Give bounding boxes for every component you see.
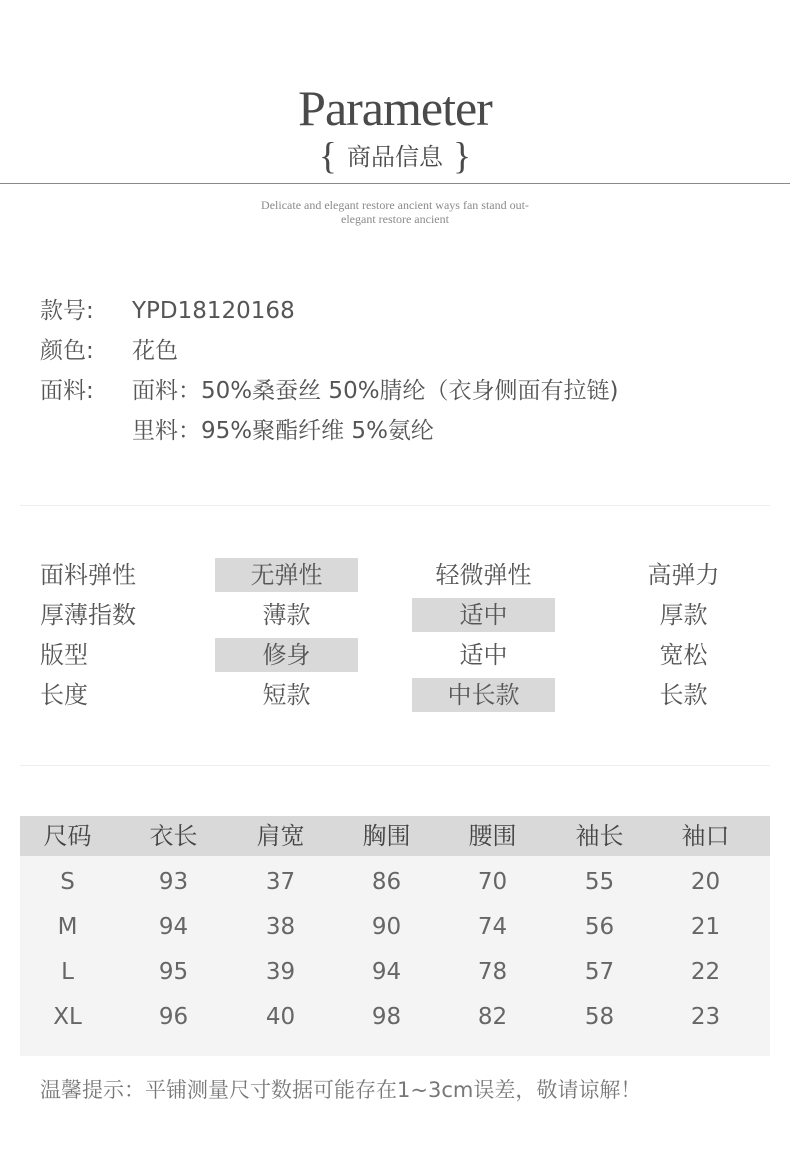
- table-row: [20, 905, 770, 950]
- size-value-cell: 93: [158, 869, 189, 895]
- size-value-cell: 21: [690, 914, 721, 940]
- attribute-option-selected: 修身: [215, 638, 358, 672]
- fabric-lining-value: 里料：95%聚酯纤维 5%氨纶: [132, 418, 434, 444]
- attribute-option: 短款: [262, 681, 311, 709]
- attribute-option: 长款: [659, 681, 708, 709]
- right-brace: }: [453, 135, 472, 178]
- attribute-label: 面料弹性: [40, 561, 136, 589]
- info-row-color: [40, 331, 178, 371]
- tagline: [195, 198, 595, 226]
- size-value-cell: 86: [371, 869, 402, 895]
- size-value-cell: 90: [371, 914, 402, 940]
- attribute-option: 高弹力: [647, 561, 720, 589]
- attribute-label: 厚薄指数: [40, 601, 136, 629]
- attribute-label: 长度: [40, 681, 88, 709]
- size-table-header-cell: 衣长: [149, 822, 198, 850]
- color-value: 花色: [132, 338, 178, 364]
- size-value-cell: 23: [690, 1004, 721, 1030]
- style-no-label: 款号:: [40, 298, 94, 324]
- size-value-cell: 58: [584, 1004, 615, 1030]
- section-divider: [20, 505, 770, 506]
- style-no-value: YPD18120168: [132, 298, 295, 324]
- attribute-label: 版型: [40, 641, 88, 669]
- page-title: Parameter: [298, 80, 492, 136]
- tagline-line-1: Delicate and elegant restore ancient ways fan stand out-: [261, 198, 529, 212]
- size-value-cell: 74: [477, 914, 508, 940]
- size-value-cell: 95: [158, 959, 189, 985]
- size-value-cell: 96: [158, 1004, 189, 1030]
- size-value-cell: 82: [477, 1004, 508, 1030]
- attribute-option: 宽松: [659, 641, 708, 669]
- size-value-cell: 98: [371, 1004, 402, 1030]
- size-value-cell: 39: [265, 959, 296, 985]
- size-value-cell: 40: [265, 1004, 296, 1030]
- size-label-cell: M: [57, 914, 78, 940]
- size-table-header-cell: 肩宽: [256, 822, 305, 850]
- attribute-option: 薄款: [262, 601, 311, 629]
- attribute-option-selected: 适中: [412, 598, 555, 632]
- size-value-cell: 57: [584, 959, 615, 985]
- size-value-cell: 94: [371, 959, 402, 985]
- size-value-cell: 37: [265, 869, 296, 895]
- table-row: [20, 950, 770, 995]
- size-value-cell: 78: [477, 959, 508, 985]
- attribute-option: 轻微弹性: [435, 561, 532, 589]
- size-table-header: [20, 816, 770, 856]
- table-row: [20, 995, 770, 1040]
- info-row-lining: [40, 411, 434, 451]
- attribute-option: 厚款: [659, 601, 708, 629]
- info-row-style-no: [40, 291, 295, 331]
- attribute-option-selected: 中长款: [412, 678, 555, 712]
- left-brace: {: [318, 135, 337, 178]
- size-table-header-cell: 袖长: [575, 822, 624, 850]
- size-value-cell: 22: [690, 959, 721, 985]
- size-value-cell: 70: [477, 869, 508, 895]
- section-divider: [20, 765, 770, 766]
- size-value-cell: 56: [584, 914, 615, 940]
- info-row-fabric: [40, 371, 619, 411]
- fabric-outer-value: 面料：50%桑蚕丝 50%腈纶（衣身侧面有拉链): [132, 378, 619, 404]
- size-value-cell: 94: [158, 914, 189, 940]
- subtitle-group: [0, 136, 790, 177]
- attribute-option-selected: 无弹性: [215, 558, 358, 592]
- size-value-cell: 38: [265, 914, 296, 940]
- measurement-note: 温馨提示：平铺测量尺寸数据可能存在1~3cm误差，敬请谅解！: [40, 1078, 642, 1102]
- size-table-header-cell: 尺码: [43, 822, 92, 850]
- page-subtitle: 商品信息: [347, 142, 443, 171]
- size-label-cell: S: [60, 869, 75, 895]
- size-label-cell: L: [61, 959, 74, 985]
- attribute-option: 适中: [459, 641, 508, 669]
- size-label-cell: XL: [53, 1004, 82, 1030]
- size-value-cell: 20: [690, 869, 721, 895]
- table-row: [20, 860, 770, 905]
- header-rule: [0, 183, 790, 184]
- fabric-label: 面料:: [40, 378, 94, 404]
- color-label: 颜色:: [40, 338, 94, 364]
- size-table: [20, 816, 770, 1056]
- size-table-header-cell: 腰围: [468, 822, 517, 850]
- size-value-cell: 55: [584, 869, 615, 895]
- tagline-line-2: elegant restore ancient: [341, 212, 449, 226]
- size-table-header-cell: 袖口: [681, 822, 730, 850]
- size-table-header-cell: 胸围: [362, 822, 411, 850]
